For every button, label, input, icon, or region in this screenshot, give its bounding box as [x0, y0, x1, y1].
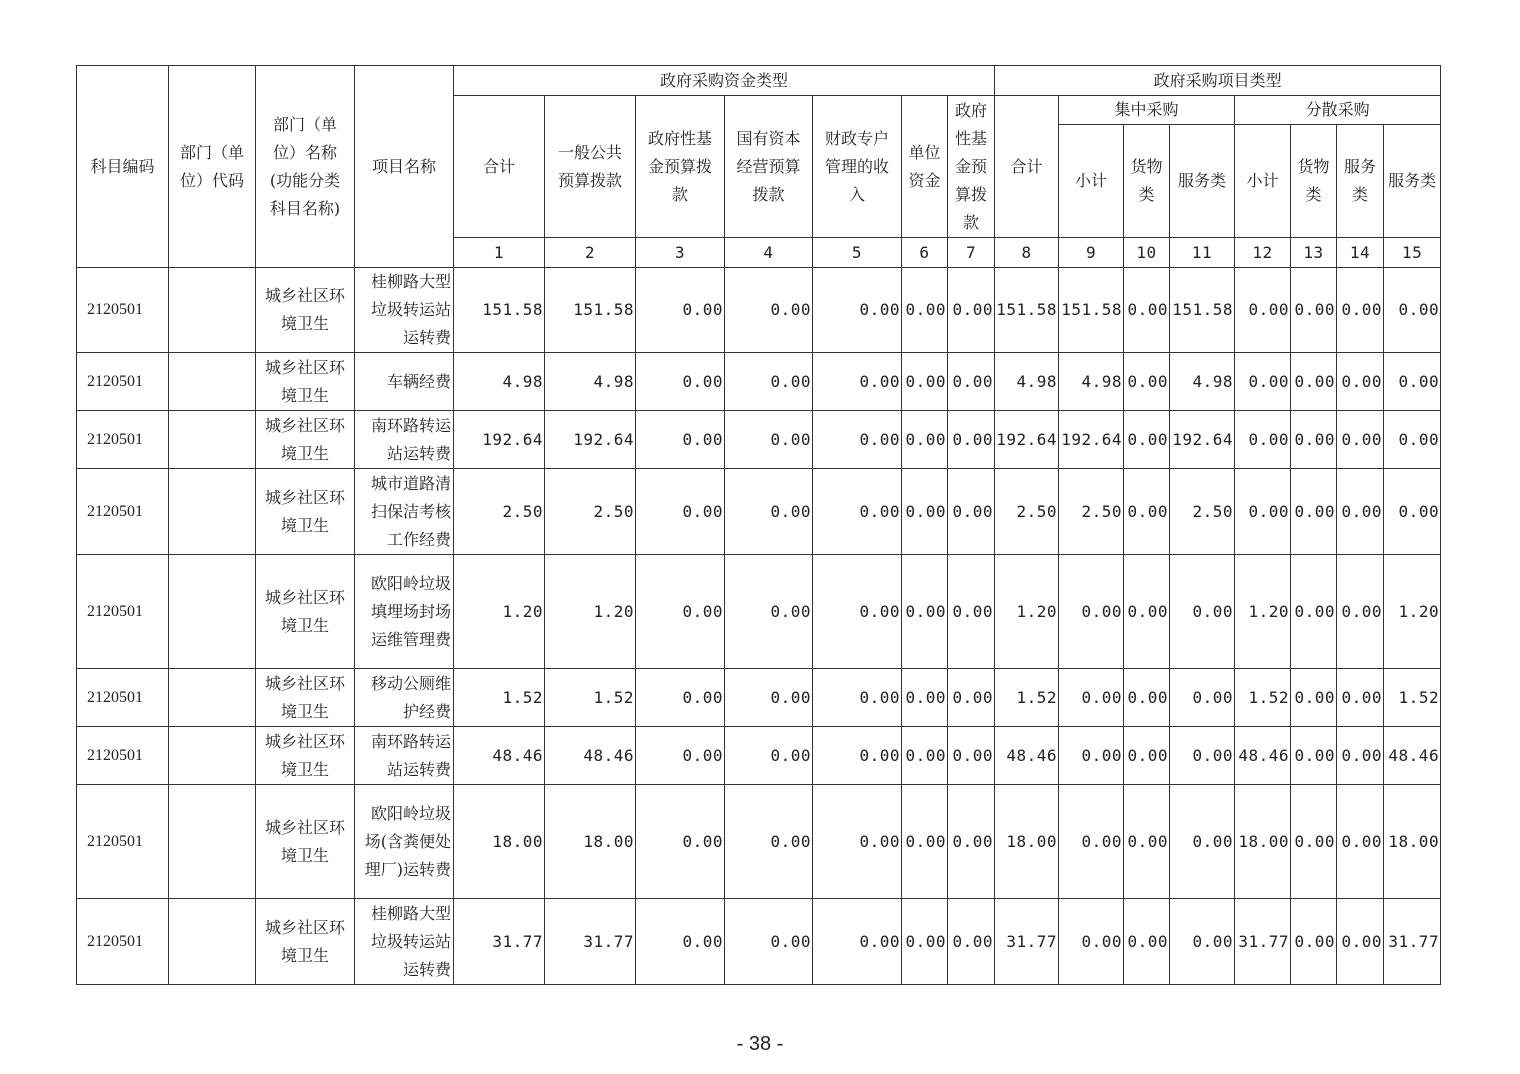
- col-number: 15: [1384, 238, 1441, 268]
- value-cell: 0.00: [1235, 469, 1291, 555]
- value-cell: 0.00: [1337, 469, 1384, 555]
- dept-code-cell: [169, 411, 256, 469]
- value-cell: 2.50: [454, 469, 545, 555]
- value-cell: 4.98: [1059, 353, 1124, 411]
- col-number: 12: [1235, 238, 1291, 268]
- value-cell: 48.46: [545, 727, 636, 785]
- value-cell: 0.00: [902, 727, 948, 785]
- value-cell: 0.00: [1291, 268, 1337, 353]
- value-cell: 0.00: [902, 669, 948, 727]
- table-row: [77, 727, 1441, 785]
- value-cell: 1.20: [1384, 555, 1441, 669]
- value-cell: 0.00: [902, 899, 948, 985]
- value-cell: 151.58: [1170, 268, 1235, 353]
- header-project-name: 项目名称: [355, 66, 454, 268]
- header-dept-code: 部门（单位）代码: [169, 66, 256, 268]
- value-cell: 192.64: [545, 411, 636, 469]
- value-cell: 0.00: [948, 785, 995, 899]
- value-cell: 0.00: [725, 669, 813, 727]
- value-cell: 0.00: [813, 353, 902, 411]
- value-cell: 0.00: [1291, 555, 1337, 669]
- header-central-group: 集中采购: [1059, 96, 1235, 125]
- value-cell: 0.00: [1124, 669, 1170, 727]
- col-number: 9: [1059, 238, 1124, 268]
- value-cell: 31.77: [545, 899, 636, 985]
- value-cell: 1.20: [454, 555, 545, 669]
- value-cell: 0.00: [1291, 353, 1337, 411]
- value-cell: 48.46: [1235, 727, 1291, 785]
- value-cell: 0.00: [902, 268, 948, 353]
- col-number: 7: [948, 238, 995, 268]
- value-cell: 192.64: [995, 411, 1059, 469]
- value-cell: 0.00: [636, 268, 725, 353]
- subject-code-cell: 2120501: [77, 268, 169, 353]
- header-central-goods: 货物类: [1124, 125, 1170, 238]
- value-cell: 0.00: [813, 899, 902, 985]
- value-cell: 48.46: [454, 727, 545, 785]
- value-cell: 48.46: [995, 727, 1059, 785]
- project-name-cell: 桂柳路大型垃圾转运站运转费: [355, 899, 454, 985]
- value-cell: 0.00: [1337, 669, 1384, 727]
- dept-name-cell: 城乡社区环境卫生: [256, 899, 355, 985]
- value-cell: 31.77: [454, 899, 545, 985]
- col-number: 4: [725, 238, 813, 268]
- header-dispersed-service: 服务类: [1337, 125, 1384, 238]
- value-cell: 0.00: [636, 411, 725, 469]
- project-name-cell: 欧阳岭垃圾场(含粪便处理厂)运转费: [355, 785, 454, 899]
- value-cell: 0.00: [1235, 353, 1291, 411]
- value-cell: 0.00: [1059, 727, 1124, 785]
- table-row: [77, 353, 1441, 411]
- value-cell: 0.00: [1124, 469, 1170, 555]
- col-number: 11: [1170, 238, 1235, 268]
- project-name-cell: 车辆经费: [355, 353, 454, 411]
- value-cell: 0.00: [1337, 268, 1384, 353]
- project-name-cell: 移动公厕维护经费: [355, 669, 454, 727]
- header-dispersed-subtotal: 小计: [1235, 125, 1291, 238]
- value-cell: 0.00: [948, 555, 995, 669]
- value-cell: 192.64: [1059, 411, 1124, 469]
- subject-code-cell: 2120501: [77, 469, 169, 555]
- value-cell: 4.98: [454, 353, 545, 411]
- subject-code-cell: 2120501: [77, 353, 169, 411]
- value-cell: 0.00: [636, 727, 725, 785]
- table-row: [77, 785, 1441, 899]
- value-cell: 0.00: [1291, 469, 1337, 555]
- value-cell: 0.00: [813, 469, 902, 555]
- subject-code-cell: 2120501: [77, 727, 169, 785]
- header-dispersed-service-2: 服务类: [1384, 125, 1441, 238]
- value-cell: 0.00: [1337, 785, 1384, 899]
- header-gov-fund: 政府性基金预算拨款: [636, 96, 725, 238]
- dept-name-cell: 城乡社区环境卫生: [256, 469, 355, 555]
- header-dispersed-group: 分散采购: [1235, 96, 1441, 125]
- dept-code-cell: [169, 785, 256, 899]
- value-cell: 0.00: [1059, 555, 1124, 669]
- value-cell: 0.00: [1337, 899, 1384, 985]
- dept-name-cell: 城乡社区环境卫生: [256, 669, 355, 727]
- value-cell: 2.50: [1059, 469, 1124, 555]
- value-cell: 4.98: [995, 353, 1059, 411]
- dept-code-cell: [169, 899, 256, 985]
- dept-code-cell: [169, 268, 256, 353]
- value-cell: 0.00: [725, 268, 813, 353]
- value-cell: 0.00: [1291, 785, 1337, 899]
- value-cell: 0.00: [1337, 411, 1384, 469]
- value-cell: 0.00: [902, 469, 948, 555]
- value-cell: 18.00: [995, 785, 1059, 899]
- value-cell: 0.00: [948, 268, 995, 353]
- value-cell: 31.77: [1235, 899, 1291, 985]
- value-cell: 0.00: [725, 469, 813, 555]
- table-row: [77, 411, 1441, 469]
- value-cell: 0.00: [636, 555, 725, 669]
- project-name-cell: 南环路转运站运转费: [355, 411, 454, 469]
- value-cell: 0.00: [725, 785, 813, 899]
- subject-code-cell: 2120501: [77, 785, 169, 899]
- value-cell: 0.00: [636, 353, 725, 411]
- value-cell: 0.00: [902, 785, 948, 899]
- value-cell: 1.20: [995, 555, 1059, 669]
- header-gov-fund-2: 政府性基金预算拨款: [948, 96, 995, 238]
- value-cell: 0.00: [1337, 353, 1384, 411]
- project-name-cell: 桂柳路大型垃圾转运站运转费: [355, 268, 454, 353]
- value-cell: 0.00: [725, 727, 813, 785]
- value-cell: 1.52: [454, 669, 545, 727]
- value-cell: 0.00: [1170, 727, 1235, 785]
- value-cell: 0.00: [813, 785, 902, 899]
- project-name-cell: 城市道路清扫保洁考核工作经费: [355, 469, 454, 555]
- value-cell: 0.00: [948, 353, 995, 411]
- header-general-budget: 一般公共预算拨款: [545, 96, 636, 238]
- value-cell: 0.00: [636, 669, 725, 727]
- project-name-cell: 南环路转运站运转费: [355, 727, 454, 785]
- dept-code-cell: [169, 669, 256, 727]
- subject-code-cell: 2120501: [77, 899, 169, 985]
- header-total: 合计: [454, 96, 545, 238]
- header-total-2: 合计: [995, 96, 1059, 238]
- col-number: 10: [1124, 238, 1170, 268]
- value-cell: 4.98: [1170, 353, 1235, 411]
- value-cell: 0.00: [948, 669, 995, 727]
- header-central-service: 服务类: [1170, 125, 1235, 238]
- value-cell: 0.00: [1170, 555, 1235, 669]
- table-row: [77, 555, 1441, 669]
- value-cell: 1.20: [1235, 555, 1291, 669]
- value-cell: 151.58: [995, 268, 1059, 353]
- subject-code-cell: 2120501: [77, 411, 169, 469]
- dept-name-cell: 城乡社区环境卫生: [256, 411, 355, 469]
- value-cell: 0.00: [1124, 785, 1170, 899]
- value-cell: 0.00: [1235, 411, 1291, 469]
- value-cell: 0.00: [725, 411, 813, 469]
- table-row: [77, 469, 1441, 555]
- project-name-cell: 欧阳岭垃圾填埋场封场运维管理费: [355, 555, 454, 669]
- header-subject-code: 科目编码: [77, 66, 169, 268]
- value-cell: 0.00: [1384, 469, 1441, 555]
- value-cell: 0.00: [948, 469, 995, 555]
- subject-code-cell: 2120501: [77, 555, 169, 669]
- value-cell: 0.00: [1291, 411, 1337, 469]
- value-cell: 2.50: [995, 469, 1059, 555]
- value-cell: 0.00: [636, 899, 725, 985]
- header-unit-fund: 单位资金: [902, 96, 948, 238]
- value-cell: 48.46: [1384, 727, 1441, 785]
- dept-code-cell: [169, 469, 256, 555]
- value-cell: 1.52: [1384, 669, 1441, 727]
- value-cell: 0.00: [636, 469, 725, 555]
- value-cell: 18.00: [454, 785, 545, 899]
- page-number: - 38 -: [736, 1033, 784, 1055]
- value-cell: 0.00: [1291, 899, 1337, 985]
- subject-code-cell: 2120501: [77, 669, 169, 727]
- value-cell: 151.58: [545, 268, 636, 353]
- table-row: [77, 669, 1441, 727]
- col-number: 3: [636, 238, 725, 268]
- value-cell: 0.00: [1124, 727, 1170, 785]
- value-cell: 0.00: [1291, 727, 1337, 785]
- value-cell: 0.00: [948, 727, 995, 785]
- value-cell: 0.00: [636, 785, 725, 899]
- col-number: 8: [995, 238, 1059, 268]
- value-cell: 4.98: [545, 353, 636, 411]
- value-cell: 1.52: [1235, 669, 1291, 727]
- value-cell: 0.00: [813, 268, 902, 353]
- value-cell: 0.00: [813, 727, 902, 785]
- value-cell: 151.58: [1059, 268, 1124, 353]
- header-special-income: 财政专户管理的收入: [813, 96, 902, 238]
- col-number: 13: [1291, 238, 1337, 268]
- header-dispersed-goods: 货物类: [1291, 125, 1337, 238]
- value-cell: 0.00: [1170, 785, 1235, 899]
- value-cell: 151.58: [454, 268, 545, 353]
- value-cell: 0.00: [1124, 555, 1170, 669]
- value-cell: 18.00: [1384, 785, 1441, 899]
- value-cell: 0.00: [1170, 669, 1235, 727]
- header-state-capital: 国有资本经营预算拨款: [725, 96, 813, 238]
- value-cell: 1.52: [545, 669, 636, 727]
- value-cell: 0.00: [725, 353, 813, 411]
- value-cell: 0.00: [1059, 669, 1124, 727]
- header-fund-type-group: 政府采购资金类型: [454, 66, 995, 96]
- value-cell: 0.00: [1059, 899, 1124, 985]
- value-cell: 0.00: [948, 411, 995, 469]
- value-cell: 0.00: [902, 411, 948, 469]
- dept-name-cell: 城乡社区环境卫生: [256, 555, 355, 669]
- dept-name-cell: 城乡社区环境卫生: [256, 727, 355, 785]
- header-dept-name: 部门（单位）名称(功能分类科目名称): [256, 66, 355, 268]
- value-cell: 0.00: [1291, 669, 1337, 727]
- value-cell: 0.00: [1337, 727, 1384, 785]
- value-cell: 0.00: [1235, 268, 1291, 353]
- dept-code-cell: [169, 353, 256, 411]
- col-number: 2: [545, 238, 636, 268]
- value-cell: 0.00: [1124, 268, 1170, 353]
- value-cell: 0.00: [1384, 268, 1441, 353]
- value-cell: 0.00: [1124, 353, 1170, 411]
- value-cell: 0.00: [1059, 785, 1124, 899]
- col-number: 6: [902, 238, 948, 268]
- value-cell: 18.00: [1235, 785, 1291, 899]
- table-row: [77, 899, 1441, 985]
- col-number: 1: [454, 238, 545, 268]
- dept-name-cell: 城乡社区环境卫生: [256, 785, 355, 899]
- value-cell: 0.00: [948, 899, 995, 985]
- value-cell: 192.64: [1170, 411, 1235, 469]
- value-cell: 2.50: [1170, 469, 1235, 555]
- value-cell: 31.77: [995, 899, 1059, 985]
- value-cell: 2.50: [545, 469, 636, 555]
- header-project-type-group: 政府采购项目类型: [995, 66, 1441, 96]
- procurement-table: [76, 65, 1441, 985]
- dept-code-cell: [169, 727, 256, 785]
- value-cell: 31.77: [1384, 899, 1441, 985]
- value-cell: 0.00: [1337, 555, 1384, 669]
- value-cell: 1.52: [995, 669, 1059, 727]
- value-cell: 0.00: [725, 899, 813, 985]
- value-cell: 0.00: [1170, 899, 1235, 985]
- value-cell: 0.00: [902, 555, 948, 669]
- value-cell: 0.00: [813, 555, 902, 669]
- value-cell: 0.00: [725, 555, 813, 669]
- value-cell: 1.20: [545, 555, 636, 669]
- dept-code-cell: [169, 555, 256, 669]
- col-number: 14: [1337, 238, 1384, 268]
- value-cell: 18.00: [545, 785, 636, 899]
- value-cell: 0.00: [1124, 411, 1170, 469]
- value-cell: 0.00: [813, 669, 902, 727]
- dept-name-cell: 城乡社区环境卫生: [256, 268, 355, 353]
- value-cell: 0.00: [1384, 411, 1441, 469]
- value-cell: 0.00: [902, 353, 948, 411]
- value-cell: 0.00: [813, 411, 902, 469]
- value-cell: 0.00: [1124, 899, 1170, 985]
- value-cell: 192.64: [454, 411, 545, 469]
- table-row: [77, 268, 1441, 353]
- dept-name-cell: 城乡社区环境卫生: [256, 353, 355, 411]
- header-central-subtotal: 小计: [1059, 125, 1124, 238]
- col-number: 5: [813, 238, 902, 268]
- value-cell: 0.00: [1384, 353, 1441, 411]
